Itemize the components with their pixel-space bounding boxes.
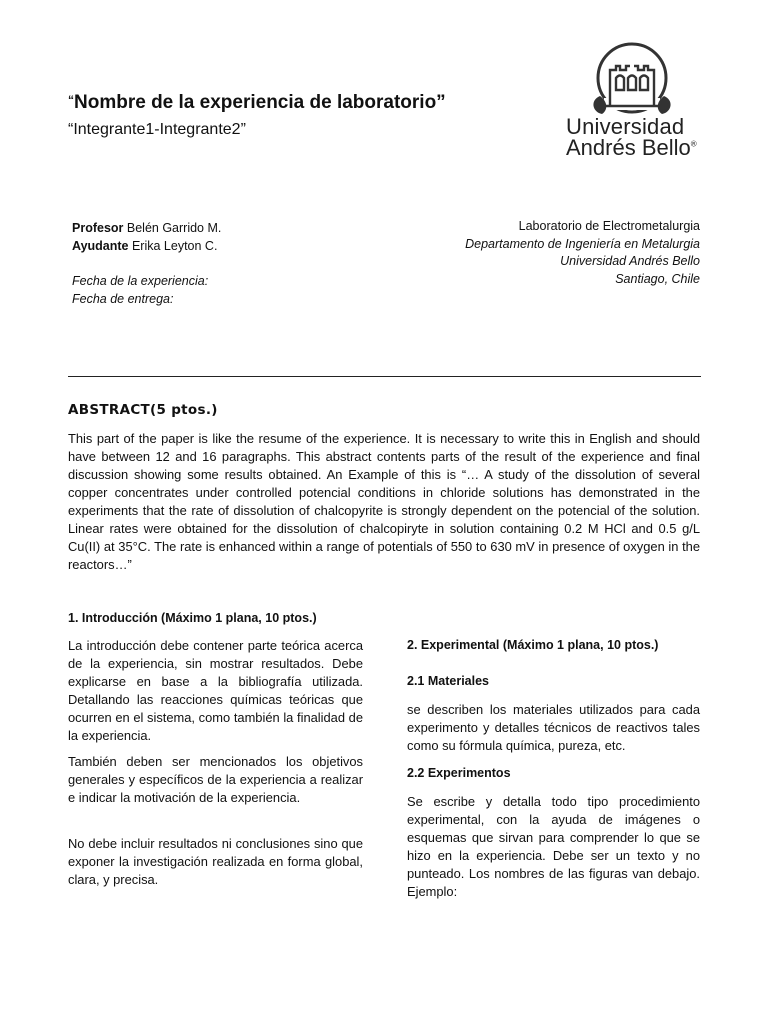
report-subtitle: “Integrante1-Integrante2” bbox=[68, 121, 246, 138]
staff-block bbox=[72, 220, 221, 308]
header-divider bbox=[68, 376, 701, 377]
ayudante-label: Ayudante bbox=[72, 238, 129, 253]
report-title bbox=[68, 92, 446, 114]
experimentos-heading: 2.2 Experimentos bbox=[407, 766, 511, 780]
abstract-heading: ABSTRACT(5 ptos.) bbox=[68, 402, 218, 418]
materiales-paragraph: se describen los materiales utilizados para cada experimento y detalles técnicos de reactivos tales como su fórmula química, pureza, etc. bbox=[407, 702, 700, 753]
materiales-heading: 2.1 Materiales bbox=[407, 674, 489, 688]
lab-name: Laboratorio de Electrometalurgia bbox=[518, 219, 700, 233]
city-name: Santiago, Chile bbox=[615, 271, 700, 286]
profesor-name: Belén Garrido M. bbox=[123, 221, 222, 235]
institution-block bbox=[465, 218, 700, 288]
profesor-line bbox=[72, 220, 221, 238]
title-open-quote: “ bbox=[68, 93, 74, 107]
ayudante-name: Erika Leyton C. bbox=[128, 238, 218, 253]
fecha-experiencia: Fecha de la experiencia: bbox=[72, 274, 209, 288]
university-name: Universidad Andrés Bello bbox=[560, 254, 700, 268]
experimental-heading: 2. Experimental (Máximo 1 plana, 10 ptos.) bbox=[407, 638, 659, 652]
intro-paragraph-1: La introducción debe contener parte teórica acerca de la experiencia, sin mostrar resultados. Debe explicarse en base a la bibliografía utilizada. Detallando las reacciones químicas teóricas que ocurren en el sistema, como también la finalidad de la experiencia. bbox=[68, 638, 363, 743]
logo-university-word: Universidad bbox=[566, 114, 685, 139]
intro-paragraph-2: También deben ser mencionados los objetivos generales y específicos de la experiencia a realizar e indicar la motivación de la experiencia. bbox=[68, 754, 363, 805]
intro-heading: 1. Introducción (Máximo 1 plana, 10 ptos.) bbox=[68, 611, 317, 625]
title-text: Nombre de la experiencia de laboratorio” bbox=[74, 92, 446, 113]
ayudante-line bbox=[72, 238, 221, 256]
experimentos-paragraph: Se escribe y detalla todo tipo procedimiento experimental, con la ayuda de imágenes o esquemas que sirvan para comprender lo que se hizo en la experiencia. Debe ser un texto y no punteado. Los nombres de las figuras van debajo. Ejemplo: bbox=[407, 794, 700, 899]
department-name: Departamento de Ingeniería en Metalurgia bbox=[465, 236, 700, 251]
logo-name: Andrés Bello bbox=[566, 135, 691, 160]
abstract-body: This part of the paper is like the resume of the experience. It is necessary to write this in English and should have between 12 and 16 paragraphs. This abstract contents parts of the result of the experience and final discussion showing some results obtained. An Example of this is “… A study of the dissolution of several copper concentrates under controlled potencial conditions in chloride solutions has demonstrated in the experiments that the rate of dissolution of chalcopyrite is strongly dependent on the potencial of the solution. Linear rates were obtained for the dissolution of chalcopiryte in solution containing 0.2 M HCl and 0.5 g/L Cu(II) at 35°C. The rate is enhanced within a range of potentials of 550 to 630 mV in presence of oxygen in the reactors…” bbox=[68, 431, 700, 572]
fecha-entrega: Fecha de entrega: bbox=[72, 291, 174, 306]
registered-mark: ® bbox=[690, 139, 697, 149]
profesor-label: Profesor bbox=[72, 221, 124, 235]
logo-andres-bello bbox=[566, 135, 697, 161]
intro-paragraph-3: No debe incluir resultados ni conclusiones sino que exponer la investigación realizada en forma global, clara, y precisa. bbox=[68, 836, 363, 887]
